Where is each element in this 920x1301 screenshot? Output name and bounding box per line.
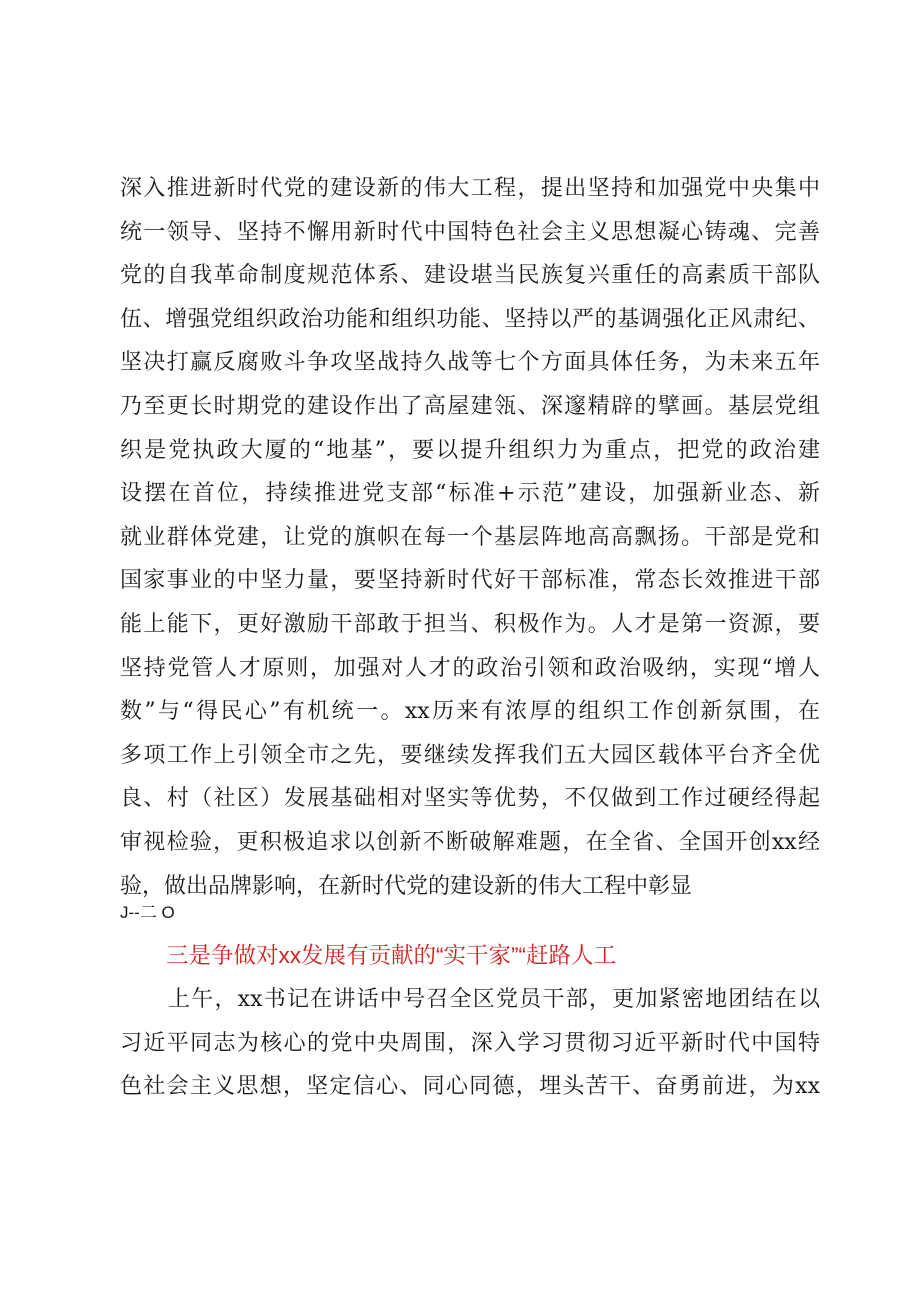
paragraph-1-line: 国家事业的中坚力量，要坚持新时代好干部标准，常态长效推进干部 bbox=[120, 568, 820, 594]
paragraph-1-line: 乃至更长时期党的建设作出了高屋建瓴、深邃精辟的擘画。基层党组 bbox=[120, 393, 820, 419]
paragraph-1-line: 多项工作上引领全市之先，要继续发挥我们五大园区载体平台齐全优 bbox=[120, 742, 820, 768]
paragraph-1-line: 数”与“得民心”有机统一。xx历来有浓厚的组织工作创新氛围，在 bbox=[120, 699, 820, 725]
paragraph-1-line: 能上能下，更好激励干部敢于担当、积极作为。人才是第一资源，要 bbox=[120, 611, 820, 637]
paragraph-1-line: 就业群体党建，让党的旗帜在每一个基层阵地高高飘扬。干部是党和 bbox=[120, 524, 820, 550]
paragraph-1-line: 审视检验，更积极追求以创新不断破解难题，在全省、全国开创xx经 bbox=[120, 829, 820, 855]
paragraph-1-line: 验，做出品牌影响，在新时代党的建设新的伟大工程中彰显 bbox=[120, 873, 693, 899]
paragraph-1-line: 设摆在首位，持续推进党支部“标准+示范”建设，加强新业态、新 bbox=[120, 481, 820, 507]
paragraph-1-line: 党的自我革命制度规范体系、建设堪当民族复兴重任的高素质干部队 bbox=[120, 263, 820, 289]
paragraph-1-line: 深入推进新时代党的建设新的伟大工程，提出坚持和加强党中央集中 bbox=[120, 176, 820, 201]
paragraph-2 bbox=[120, 978, 820, 1109]
paragraph-1 bbox=[120, 167, 820, 908]
paragraph-2-line: 色社会主义思想，坚定信心、同心同德，埋头苦干、奋勇前进，为xx bbox=[120, 1074, 820, 1100]
paragraph-1-line: 统一领导、坚持不懈用新时代中国特色社会主义思想凝心铸魂、完善 bbox=[120, 219, 820, 245]
paragraph-1-line: 坚持党管人才原则，加强对人才的政治引领和政治吸纳，实现“增人 bbox=[120, 655, 820, 681]
section-heading: 三是争做对xx发展有贡献的“实干家”“赶路人工 bbox=[166, 943, 616, 968]
paragraph-1-line: 坚决打赢反腐败斗争攻坚战持久战等七个方面具体任务，为未来五年 bbox=[120, 350, 820, 376]
paragraph-2-line: 上午，xx书记在讲话中号召全区党员干部，更加紧密地团结在以 bbox=[168, 987, 820, 1012]
paragraph-1-line: 织是党执政大厦的“地基”，要以提升组织力为重点，把党的政治建 bbox=[120, 437, 820, 463]
stray-text-fragment: J--二 O bbox=[120, 903, 175, 922]
paragraph-1-line: 伍、增强党组织政治功能和组织功能、坚持以严的基调强化正风肃纪、 bbox=[120, 306, 820, 332]
paragraph-1-line: 良、村（社区）发展基础相对坚实等优势，不仅做到工作过硬经得起 bbox=[120, 786, 820, 812]
paragraph-2-line: 习近平同志为核心的党中央周围，深入学习贯彻习近平新时代中国特 bbox=[120, 1030, 820, 1056]
